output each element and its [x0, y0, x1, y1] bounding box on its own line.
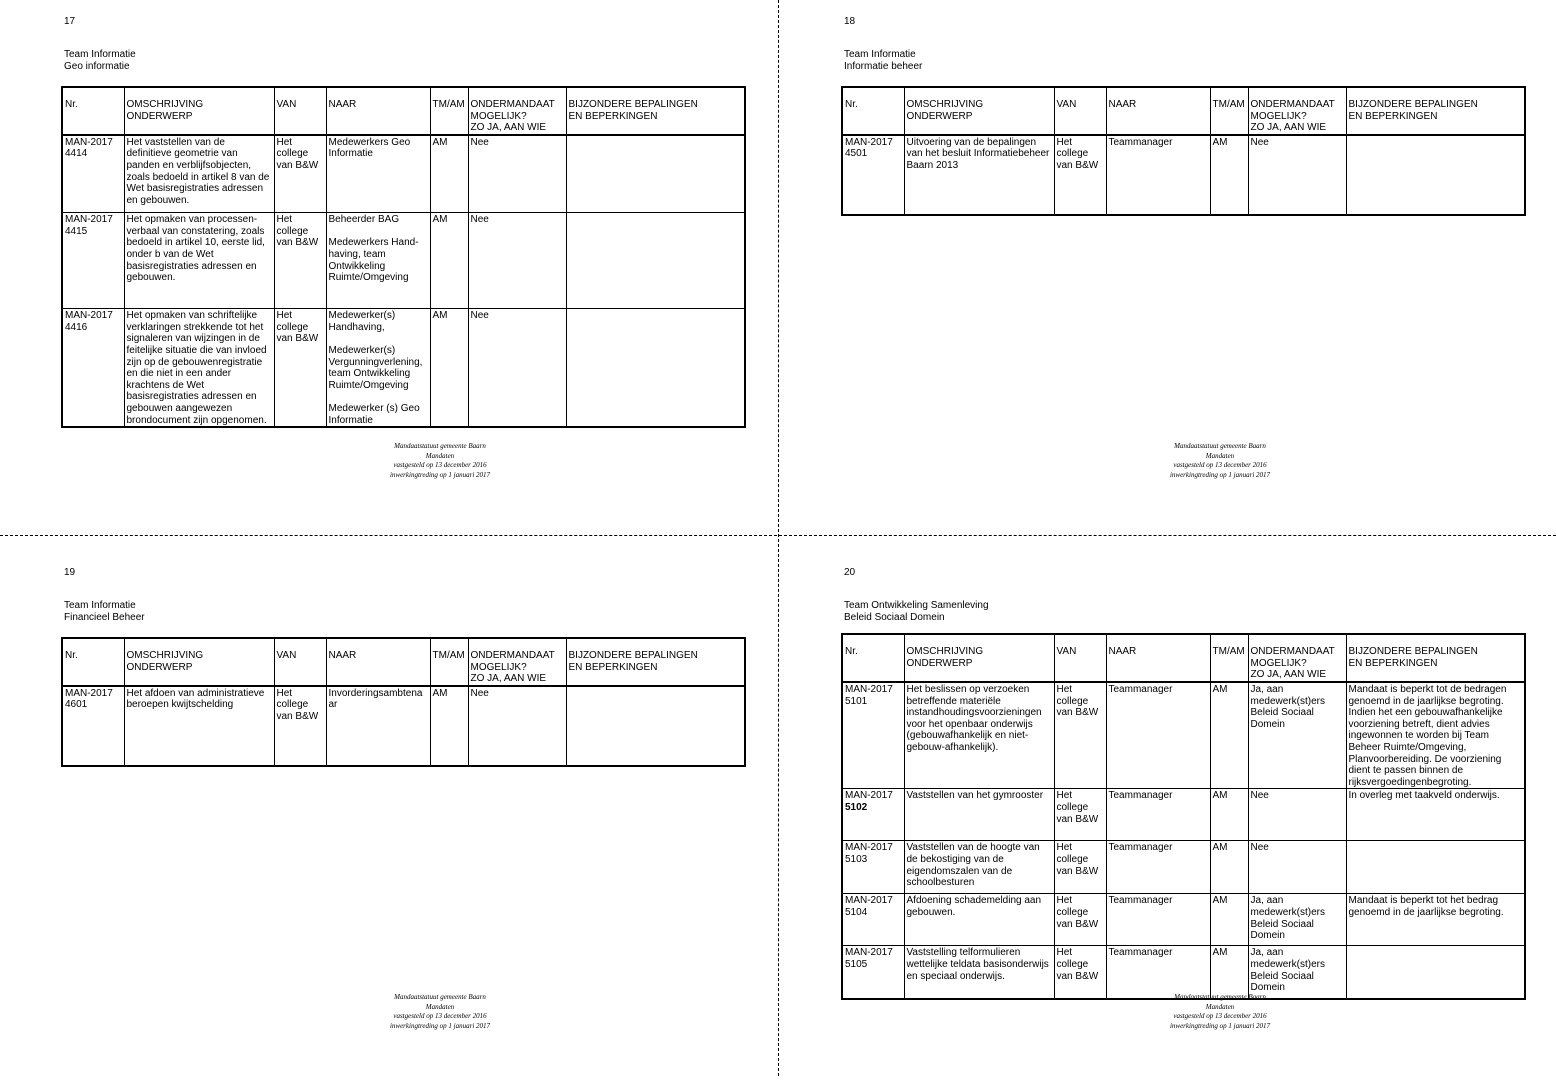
header-naar — [1106, 87, 1210, 135]
header-bijzondere-text: BIJZONDERE BEPALINGEN — [1348, 646, 1478, 657]
header-tmam — [430, 87, 468, 135]
header-omschrijving-text: OMSCHRIJVING ONDERWERP — [126, 650, 204, 673]
cell-bijzondere — [566, 309, 745, 427]
header-bijzondere — [1346, 87, 1525, 135]
cell-tmam: AM — [1210, 946, 1248, 999]
naar-entry: Medewerkers Geo Informatie — [328, 136, 411, 160]
cell-nr — [842, 841, 904, 894]
table-row — [62, 135, 745, 213]
footer-line: Mandaten — [425, 451, 455, 460]
cell-ondermandaat: Nee — [1248, 135, 1346, 215]
footer-line: inwerkingtreding op 1 januari 2017 — [389, 1021, 491, 1030]
cell-van: Het college van B&W — [274, 309, 326, 427]
header-van — [1054, 87, 1106, 135]
header-ondermandaat-text: ONDERMANDAAT — [470, 650, 555, 661]
footer-line: Mandaten — [1205, 1002, 1235, 1011]
mandate-code-number: 4501 — [845, 148, 868, 160]
header-ondermandaat-text: MOGELIJK? — [1250, 110, 1307, 122]
cell-naar — [1106, 789, 1210, 841]
header-van-text: VAN — [276, 99, 297, 110]
cell-van: Het college van B&W — [274, 213, 326, 309]
header-bijzondere — [566, 638, 745, 686]
cell-ondermandaat: Ja, aan medewerk(st)ers Beleid Sociaal Domein — [1248, 946, 1346, 999]
cell-tmam: AM — [1210, 894, 1248, 946]
header-bijzondere — [566, 87, 745, 135]
header-naar-text: NAAR — [1108, 99, 1137, 110]
footer-line: Mandaatstatuut gemeente Baarn — [394, 442, 486, 450]
cell-nr — [62, 135, 124, 213]
header-bijzondere-text: EN BEPERKINGEN — [568, 661, 658, 673]
header-ondermandaat — [468, 87, 566, 135]
cell-van: Het college van B&W — [1054, 135, 1106, 215]
cell-omschrijving: Het opmaken van processen-verbaal van constatering, zoals bedoeld in artikel 10, eerste lid, onder b van de Wet basisregistraties adressen en gebouwen. — [124, 213, 274, 309]
header-van — [274, 638, 326, 686]
footer-line: vastgesteld op 13 december 2016 — [393, 461, 487, 469]
cell-ondermandaat: Ja, aan medewerk(st)ers Beleid Sociaal Domein — [1248, 682, 1346, 789]
cell-ondermandaat: Nee — [1248, 789, 1346, 841]
cell-tmam: AM — [430, 686, 468, 766]
subteam-name: Beleid Sociaal Domein — [844, 612, 945, 623]
header-nr-text: Nr. — [65, 99, 78, 110]
cell-bijzondere: Mandaat is beperkt tot het bedrag genoemd in de jaarlijkse begroting. — [1346, 894, 1525, 946]
naar-entry: Medewerker (s) Geo Informatie — [328, 403, 420, 426]
naar-entry: Teammanager — [1108, 947, 1173, 959]
document-page — [780, 551, 1556, 1089]
mandate-table — [841, 633, 1526, 1000]
header-omschrijving-text: OMSCHRIJVING ONDERWERP — [906, 646, 984, 669]
cell-ondermandaat: Nee — [1248, 841, 1346, 894]
cell-nr — [842, 946, 904, 999]
mandate-table — [61, 637, 746, 767]
footer-line: Mandaten — [425, 1002, 455, 1011]
page-number: 20 — [844, 567, 856, 578]
cell-bijzondere — [566, 213, 745, 309]
page-number: 17 — [64, 16, 76, 27]
naar-entry: Teammanager — [1108, 684, 1173, 695]
header-nr — [842, 87, 904, 135]
mandate-code-prefix: MAN-2017 — [845, 842, 893, 854]
header-nr-text: Nr. — [845, 646, 858, 657]
document-page — [0, 551, 778, 1089]
cell-omschrijving: Vaststellen van de hoogte van de bekostiging van de eigendomszalen van de schoolbesturen — [904, 841, 1054, 894]
page-number: 18 — [844, 16, 856, 27]
header-ondermandaat-text: MOGELIJK? — [1250, 657, 1307, 669]
naar-entry: Invorderingsambtenaar — [328, 687, 423, 711]
header-nr — [62, 87, 124, 135]
cell-tmam: AM — [1210, 135, 1248, 215]
footer-line: vastgesteld op 13 december 2016 — [393, 1012, 487, 1020]
header-naar — [1106, 634, 1210, 682]
header-ondermandaat-text: ZO JA, AAN WIE — [1250, 122, 1327, 134]
cell-omschrijving: Het vaststellen van de definitieve geometrie van panden en verblijfsobjecten, zoals bedoeld in artikel 8 van de Wet basisregistraties adressen en gebouwen. — [124, 135, 274, 213]
header-naar-text: NAAR — [328, 99, 357, 110]
header-bijzondere-text: BIJZONDERE BEPALINGEN — [568, 650, 698, 661]
cell-tmam: AM — [1210, 841, 1248, 894]
table-row — [842, 682, 1525, 789]
header-tmam — [1210, 634, 1248, 682]
header-naar — [326, 638, 430, 686]
team-heading — [64, 600, 145, 624]
header-van-text: VAN — [1056, 99, 1077, 110]
cell-omschrijving: Het beslissen op verzoeken betreffende materiële instandhoudingsvoorzieningen voor het openbaar onderwijs (gebouwafhankelijk en niet-gebouw-afhankelijk). — [904, 682, 1054, 789]
header-van — [1054, 634, 1106, 682]
header-ondermandaat — [1248, 634, 1346, 682]
mandate-code-prefix: MAN-2017 — [65, 310, 113, 322]
mandate-code-number: 5103 — [845, 853, 868, 865]
header-nr-text: Nr. — [845, 99, 858, 110]
naar-entry: Teammanager — [1108, 136, 1173, 148]
cell-nr — [62, 213, 124, 309]
cell-van: Het college van B&W — [1054, 946, 1106, 999]
mandate-code-number: 5104 — [845, 906, 868, 918]
paragraph-gap — [329, 226, 428, 238]
mandate-code-number: 4414 — [65, 148, 88, 160]
header-bijzondere-text: BIJZONDERE BEPALINGEN — [568, 99, 698, 110]
footer-line: inwerkingtreding op 1 januari 2017 — [389, 470, 491, 479]
header-van — [274, 87, 326, 135]
cell-bijzondere: In overleg met taakveld onderwijs. — [1346, 789, 1525, 841]
cell-bijzondere — [1346, 135, 1525, 215]
header-naar-text: NAAR — [328, 650, 357, 661]
mandate-code-number: 5101 — [845, 695, 868, 707]
header-bijzondere-text: BIJZONDERE BEPALINGEN — [1348, 99, 1478, 110]
header-ondermandaat-text: ZO JA, AAN WIE — [1250, 669, 1327, 681]
vertical-page-divider — [778, 0, 779, 1076]
header-omschrijving — [124, 87, 274, 135]
header-tmam-text: TM/AM — [1212, 646, 1245, 657]
mandate-table — [841, 86, 1526, 216]
table-row — [842, 894, 1525, 946]
cell-naar — [326, 213, 430, 309]
cell-bijzondere — [1346, 946, 1525, 999]
cell-ondermandaat: Nee — [468, 309, 566, 427]
footer-line: Mandaatstatuut gemeente Baarn — [1174, 442, 1266, 450]
naar-entry: Medewerkers Hand-having, team Ontwikkeling Ruimte/Omgeving — [328, 237, 419, 284]
cell-omschrijving: Afdoening schademelding aan gebouwen. — [904, 894, 1054, 946]
mandate-code-number: 4415 — [65, 225, 88, 237]
team-heading — [844, 600, 989, 624]
mandate-code-prefix: MAN-2017 — [65, 687, 113, 699]
header-ondermandaat-text: MOGELIJK? — [470, 110, 527, 122]
page-footer — [290, 993, 590, 1031]
cell-van: Het college van B&W — [1054, 841, 1106, 894]
footer-line: Mandaatstatuut gemeente Baarn — [394, 993, 486, 1001]
cell-nr — [62, 309, 124, 427]
header-ondermandaat-text: ONDERMANDAAT — [470, 99, 555, 110]
subteam-name: Geo informatie — [64, 61, 130, 72]
cell-naar — [1106, 135, 1210, 215]
cell-naar — [326, 135, 430, 213]
header-ondermandaat — [1248, 87, 1346, 135]
header-omschrijving — [904, 634, 1054, 682]
table-row — [62, 309, 745, 427]
cell-naar — [1106, 946, 1210, 999]
mandate-code-number: 4601 — [65, 699, 88, 711]
team-heading — [64, 49, 136, 73]
footer-line: inwerkingtreding op 1 januari 2017 — [1169, 470, 1271, 479]
footer-line: vastgesteld op 13 december 2016 — [1173, 461, 1267, 469]
cell-omschrijving: Uitvoering van de bepalingen van het besluit Informatiebeheer Baarn 2013 — [904, 135, 1054, 215]
table-row — [842, 841, 1525, 894]
naar-entry: Teammanager — [1108, 895, 1173, 907]
cell-van: Het college van B&W — [274, 135, 326, 213]
team-name: Team Informatie — [64, 600, 136, 611]
cell-nr — [62, 686, 124, 766]
header-naar-text: NAAR — [1108, 646, 1137, 657]
header-omschrijving-text: OMSCHRIJVING ONDERWERP — [906, 99, 984, 122]
team-name: Team Informatie — [64, 49, 136, 60]
mandate-code-prefix: MAN-2017 — [845, 684, 893, 695]
header-naar — [326, 87, 430, 135]
cell-bijzondere: Mandaat is beperkt tot de bedragen genoemd in de jaarlijkse begroting. Indien het een gebouwafhankelijke voorziening betreft, dient advies ingewonnen te worden bij Team Beheer Ruimte/Omgeving, Planvoorbereiding. De voorziening dient te passen binnen de rijksvergoedingenbegroting. — [1346, 682, 1525, 789]
cell-ondermandaat: Nee — [468, 213, 566, 309]
cell-van: Het college van B&W — [1054, 789, 1106, 841]
cell-bijzondere — [1346, 841, 1525, 894]
cell-van: Het college van B&W — [1054, 682, 1106, 789]
cell-van: Het college van B&W — [274, 686, 326, 766]
header-omschrijving — [904, 87, 1054, 135]
team-name: Team Informatie — [844, 49, 916, 60]
mandate-code-prefix: MAN-2017 — [845, 136, 893, 148]
table-header-row — [842, 634, 1525, 682]
mandate-code-prefix: MAN-2017 — [845, 947, 893, 959]
header-tmam — [1210, 87, 1248, 135]
header-tmam-text: TM/AM — [1212, 99, 1245, 110]
cell-ondermandaat: Ja, aan medewerk(st)ers Beleid Sociaal Domein — [1248, 894, 1346, 946]
table-row — [62, 213, 745, 309]
header-ondermandaat-text: ONDERMANDAAT — [1250, 646, 1335, 657]
naar-entry: Medewerker(s) Handhaving, — [328, 310, 396, 333]
cell-van: Het college van B&W — [1054, 894, 1106, 946]
header-ondermandaat-text: ZO JA, AAN WIE — [470, 122, 547, 134]
mandate-code-prefix: MAN-2017 — [845, 790, 893, 802]
table-row — [842, 789, 1525, 841]
cell-naar — [1106, 682, 1210, 789]
cell-nr — [842, 682, 904, 789]
header-nr — [842, 634, 904, 682]
cell-omschrijving: Vaststelling telformulieren wettelijke teldata basisonderwijs en speciaal onderwijs. — [904, 946, 1054, 999]
page-footer — [290, 442, 590, 480]
naar-entry: Teammanager — [1108, 790, 1173, 802]
cell-bijzondere — [566, 135, 745, 213]
mandate-code-number: 5105 — [845, 958, 868, 970]
header-bijzondere-text: EN BEPERKINGEN — [1348, 657, 1438, 669]
mandate-code-number: 5102 — [845, 801, 868, 813]
mandate-code-number: 4416 — [65, 321, 88, 333]
footer-line: inwerkingtreding op 1 januari 2017 — [1169, 1021, 1271, 1030]
table-row — [842, 135, 1525, 215]
header-bijzondere — [1346, 634, 1525, 682]
cell-naar — [326, 686, 430, 766]
naar-entry: Teammanager — [1108, 842, 1173, 854]
table-header-row — [62, 638, 745, 686]
table-header-row — [842, 87, 1525, 135]
cell-omschrijving: Vaststellen van het gymrooster — [904, 789, 1054, 841]
cell-omschrijving: Het opmaken van schriftelijke verklaringen strekkende tot het signaleren van wijzingen in de feitelijke situatie die van invloed zijn op de gebouwenregistratie en die niet in een ander krachtens de Wet basisregistraties adressen en gebouwen aangewezen brondocument zijn opgenomen. — [124, 309, 274, 427]
mandate-code-prefix: MAN-2017 — [65, 136, 113, 148]
mandate-code-prefix: MAN-2017 — [65, 214, 113, 226]
cell-tmam: AM — [430, 309, 468, 427]
cell-naar — [326, 309, 430, 427]
header-tmam-text: TM/AM — [432, 99, 465, 110]
cell-tmam: AM — [1210, 682, 1248, 789]
subteam-name: Informatie beheer — [844, 61, 923, 72]
header-nr-text: Nr. — [65, 650, 78, 661]
naar-entry: Medewerker(s) Vergunningverlening, team Ontwikkeling Ruimte/Omgeving — [328, 345, 423, 391]
cell-naar — [1106, 894, 1210, 946]
table-row — [842, 946, 1525, 999]
footer-line: Mandaten — [1205, 451, 1235, 460]
header-ondermandaat-text: ONDERMANDAAT — [1250, 99, 1335, 110]
header-omschrijving — [124, 638, 274, 686]
cell-naar — [1106, 841, 1210, 894]
header-bijzondere-text: EN BEPERKINGEN — [1348, 110, 1438, 122]
cell-tmam: AM — [430, 213, 468, 309]
mandate-code-prefix: MAN-2017 — [845, 895, 893, 907]
header-ondermandaat-text: MOGELIJK? — [470, 661, 527, 673]
header-van-text: VAN — [276, 650, 297, 661]
document-page — [0, 0, 778, 538]
header-tmam — [430, 638, 468, 686]
cell-nr — [842, 135, 904, 215]
footer-line: Mandaatstatuut gemeente Baarn — [1174, 993, 1266, 1001]
mandate-table — [61, 86, 746, 428]
cell-omschrijving: Het afdoen van administratieve beroepen kwijtschelding — [124, 686, 274, 766]
header-omschrijving-text: OMSCHRIJVING ONDERWERP — [126, 99, 204, 122]
cell-tmam: AM — [430, 135, 468, 213]
cell-ondermandaat: Nee — [468, 686, 566, 766]
header-nr — [62, 638, 124, 686]
header-tmam-text: TM/AM — [432, 650, 465, 661]
table-header-row — [62, 87, 745, 135]
team-heading — [844, 49, 922, 73]
team-name: Team Ontwikkeling Samenleving — [844, 600, 989, 611]
paragraph-gap — [329, 391, 428, 403]
header-bijzondere-text: EN BEPERKINGEN — [568, 110, 658, 122]
naar-entry: Beheerder BAG — [328, 214, 400, 226]
subteam-name: Financieel Beheer — [64, 612, 145, 623]
document-page — [780, 0, 1556, 538]
footer-line: vastgesteld op 13 december 2016 — [1173, 1012, 1267, 1020]
cell-bijzondere — [566, 686, 745, 766]
header-ondermandaat — [468, 638, 566, 686]
cell-ondermandaat: Nee — [468, 135, 566, 213]
cell-tmam: AM — [1210, 789, 1248, 841]
header-ondermandaat-text: ZO JA, AAN WIE — [470, 673, 547, 685]
cell-nr — [842, 894, 904, 946]
table-row — [62, 686, 745, 766]
cell-nr — [842, 789, 904, 841]
page-footer — [1070, 993, 1370, 1031]
page-footer — [1070, 442, 1370, 480]
header-van-text: VAN — [1056, 646, 1077, 657]
page-number: 19 — [64, 567, 76, 578]
paragraph-gap — [329, 333, 428, 345]
